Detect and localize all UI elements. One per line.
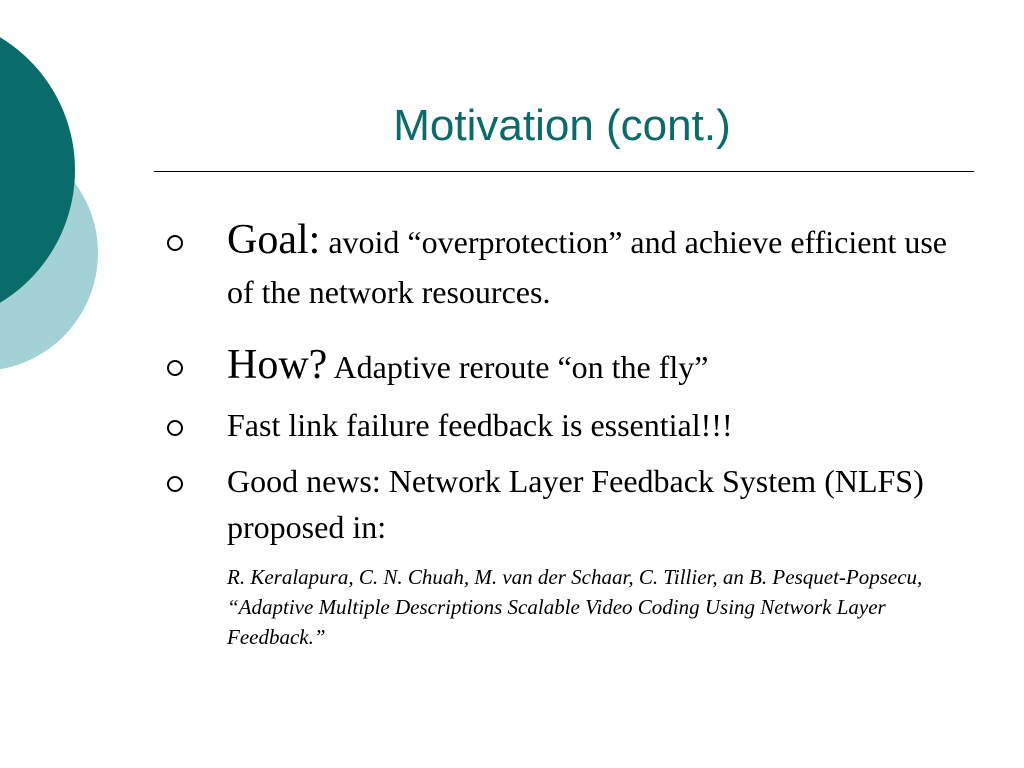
- bullet-text: Good news: Network Layer Feedback System (NLFS) proposed in:: [227, 463, 924, 545]
- bullet-fast-link: [227, 400, 972, 450]
- bullet-goal: [227, 215, 972, 317]
- slide-title: Motivation (cont.): [393, 101, 731, 150]
- bullet-circle-icon: [164, 473, 186, 495]
- bullet-circle-icon: [164, 357, 186, 379]
- bullet-lead: How?: [227, 342, 328, 388]
- bullet-text: avoid “overprotection” and achieve efficient use of the network resources.: [227, 224, 947, 310]
- bullet-good-news: [227, 458, 972, 550]
- bullet-circle-icon: [164, 417, 186, 439]
- bullet-how: [227, 340, 972, 392]
- bullet-lead: Goal:: [227, 217, 321, 263]
- bullet-text: Fast link failure feedback is essential!!!: [227, 407, 733, 443]
- bullet-text: Adaptive reroute “on the fly”: [327, 349, 709, 385]
- bullet-circle-icon: [164, 232, 186, 254]
- reference-citation: R. Keralapura, C. N. Chuah, M. van der Schaar, C. Tillier, an B. Pesquet-Popsecu, “Adaptive Multiple Descriptions Scalable Video Coding Using Network Layer Feedback.”: [227, 565, 923, 649]
